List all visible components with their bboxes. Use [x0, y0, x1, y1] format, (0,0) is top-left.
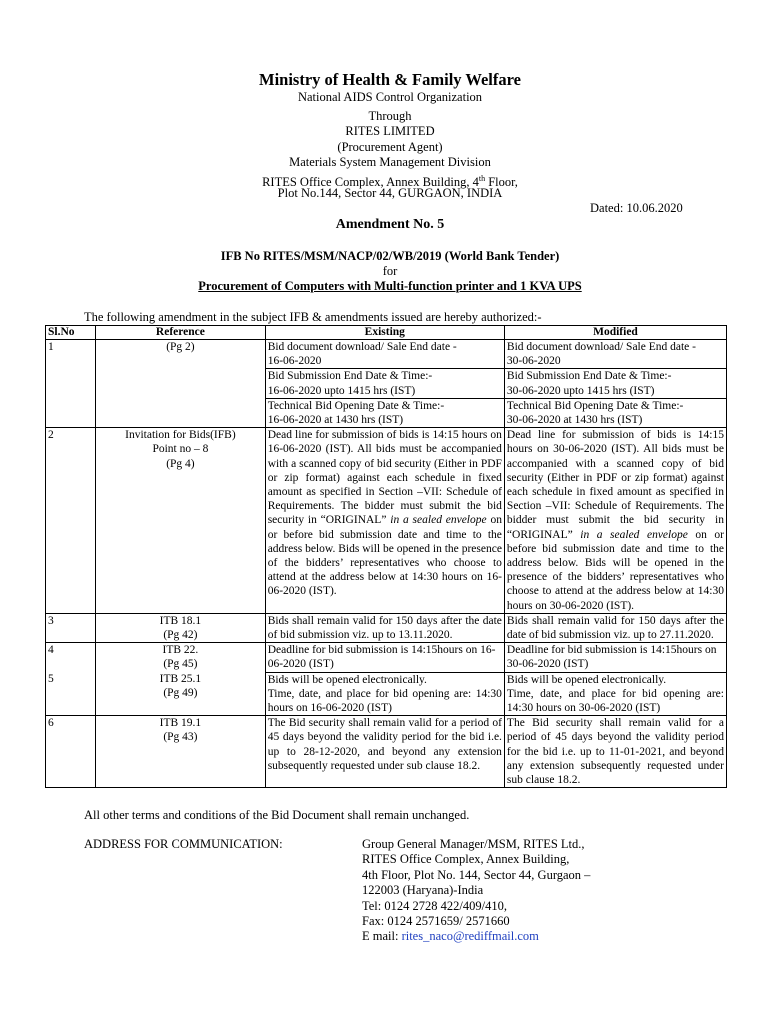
- ministry-title: Ministry of Health & Family Welfare: [259, 70, 521, 89]
- address-block: [362, 837, 590, 945]
- agent-role: (Procurement Agent): [337, 140, 443, 154]
- footer-note: All other terms and conditions of the Bid Document shall remain unchanged.: [84, 808, 470, 822]
- cell-modified: Bid Submission End Date & Time:- 30-06-2020 upto 1415 hrs (IST): [504, 369, 726, 398]
- cell-reference: ITB 25.1 (Pg 49): [96, 672, 266, 716]
- cell-modified: Dead line for submission of bids is 14:15 hours on 30-06-2020 (IST). All bids must be accompanied with a scanned copy of bid security (Either in PDF or zip format) against each schedule in fixed amount as specified in Section –VII: Schedule of Requirements. The bidder must submit the bid security in “ORIGINAL” in a sealed envelope on or before bid submission date and time to the address below. Bids will be opened in the presence of the bidders’ representatives who choose to attend at the address below at 14:30 hours on 30-06-2020 (IST).: [504, 428, 726, 614]
- address-line: 4th Floor, Plot No. 144, Sector 44, Gurgaon –: [362, 867, 591, 882]
- cell-reference: ITB 18.1 (Pg 42): [96, 613, 266, 642]
- table-row: [46, 643, 727, 672]
- cell-existing: Dead line for submission of bids is 14:15 hours on 16-06-2020 (IST). All bids must be accompanied with a scanned copy of bid security (Either in PDF or zip format) against each schedule in fixed amount as specified in Section –VII: Schedule of Requirements. The bidder must submit the bid security in “ORIGINAL” in a sealed envelope on or before bid submission date and time to the address below. Bids will be opened in the presence of the bidders’ representatives who choose to attend at the address below at 14:30 hours on 16-06-2020 (IST).: [265, 428, 504, 614]
- cell-existing: Bid document download/ Sale End date - 16-06-2020: [265, 340, 504, 369]
- address-line-2: Plot No.144, Sector 44, GURGAON, INDIA: [277, 186, 503, 200]
- header-existing: Existing: [265, 326, 504, 340]
- cell-reference: Invitation for Bids(IFB) Point no – 8 (Pg 4): [96, 428, 266, 614]
- cell-sl: 5: [46, 672, 96, 716]
- header-reference: Reference: [96, 326, 266, 340]
- email-link[interactable]: rites_naco@rediffmail.com: [401, 929, 539, 944]
- address-line: Group General Manager/MSM, RITES Ltd.,: [362, 837, 585, 851]
- address-line-1: RITES Office Complex, Annex Building, 4th Floor,: [262, 174, 518, 190]
- ifb-number: IFB No RITES/MSM/NACP/02/WB/2019 (World Bank Tender): [220, 249, 560, 263]
- ifb-subject: Procurement of Computers with Multi-function printer and 1 KVA UPS: [198, 279, 582, 293]
- cell-existing: Bid Submission End Date & Time:- 16-06-2020 upto 1415 hrs (IST): [265, 369, 504, 398]
- division-name: Materials System Management Division: [289, 155, 491, 169]
- cell-existing: Bids will be opened electronically. Time, date, and place for bid opening are: 14:30 hours on 16-06-2020 (IST): [265, 672, 504, 716]
- header-sl: Sl.No: [46, 326, 96, 340]
- address-fax: Fax: 0124 2571659/ 2571660: [362, 914, 510, 929]
- cell-reference: ITB 22. (Pg 45): [96, 643, 266, 672]
- org-name: National AIDS Control Organization: [297, 90, 483, 104]
- table-row: [46, 613, 727, 642]
- table-row: [46, 428, 727, 614]
- cell-sl: 4: [46, 643, 96, 672]
- ifb-block: [0, 249, 770, 294]
- cell-existing: Technical Bid Opening Date & Time:- 16-06-2020 at 1430 hrs (IST): [265, 398, 504, 427]
- cell-reference: ITB 19.1 (Pg 43): [96, 716, 266, 788]
- agent-name: RITES LIMITED: [345, 124, 435, 138]
- cell-sl: 1: [46, 340, 96, 428]
- cell-modified: Technical Bid Opening Date & Time:- 30-06-2020 at 1430 hrs (IST): [504, 398, 726, 427]
- cell-modified: The Bid security shall remain valid for a period of 45 days beyond the validity period for the bid i.e. up to 11-01-2021, and beyond any extension subsequently requested under sub clause 18.2.: [504, 716, 726, 788]
- cell-modified: Bid document download/ Sale End date - 30-06-2020: [504, 340, 726, 369]
- cell-existing: Deadline for bid submission is 14:15hours on 16-06-2020 (IST): [265, 643, 504, 672]
- cell-existing: The Bid security shall remain valid for a period of 45 days beyond the validity period for the bid i.e. up to 28-12-2020, and beyond any extension subsequently requested under sub clause 18.2.: [265, 716, 504, 788]
- through-label: Through: [368, 109, 412, 123]
- cell-modified: Bids will be opened electronically. Time, date, and place for bid opening are: 14:30 hours on 30-06-2020 (IST): [504, 672, 726, 716]
- amendment-title: Amendment No. 5: [335, 217, 445, 232]
- cell-modified: Bids shall remain valid for 150 days after the date of bid submission viz. up to 27.11.2020.: [504, 613, 726, 642]
- header-modified: Modified: [504, 326, 726, 340]
- amendment-table: [45, 325, 727, 788]
- address-tel: Tel: 0124 2728 422/409/410,: [362, 898, 507, 913]
- address-line: 122003 (Haryana)-India: [362, 883, 484, 898]
- dated: Dated: 10.06.2020: [590, 201, 683, 215]
- cell-reference: (Pg 2): [96, 340, 266, 428]
- intro-text: The following amendment in the subject IFB & amendments issued are hereby authorized:-: [84, 310, 542, 324]
- cell-sl: 2: [46, 428, 96, 614]
- table-header-row: [46, 326, 727, 340]
- cell-modified: Deadline for bid submission is 14:15hours on 30-06-2020 (IST): [504, 643, 726, 672]
- address-email-line: E mail: rites_naco@rediffmail.com: [362, 929, 539, 944]
- table-row: [46, 672, 727, 716]
- cell-sl: 6: [46, 716, 96, 788]
- table-row: [46, 340, 727, 369]
- address-label: ADDRESS FOR COMMUNICATION:: [84, 837, 283, 851]
- cell-sl: 3: [46, 613, 96, 642]
- ifb-for: for: [382, 264, 398, 278]
- address-line: RITES Office Complex, Annex Building,: [362, 852, 570, 867]
- table-row: [46, 716, 727, 788]
- cell-existing: Bids shall remain valid for 150 days after the date of bid submission viz. up to 13.11.2020.: [265, 613, 504, 642]
